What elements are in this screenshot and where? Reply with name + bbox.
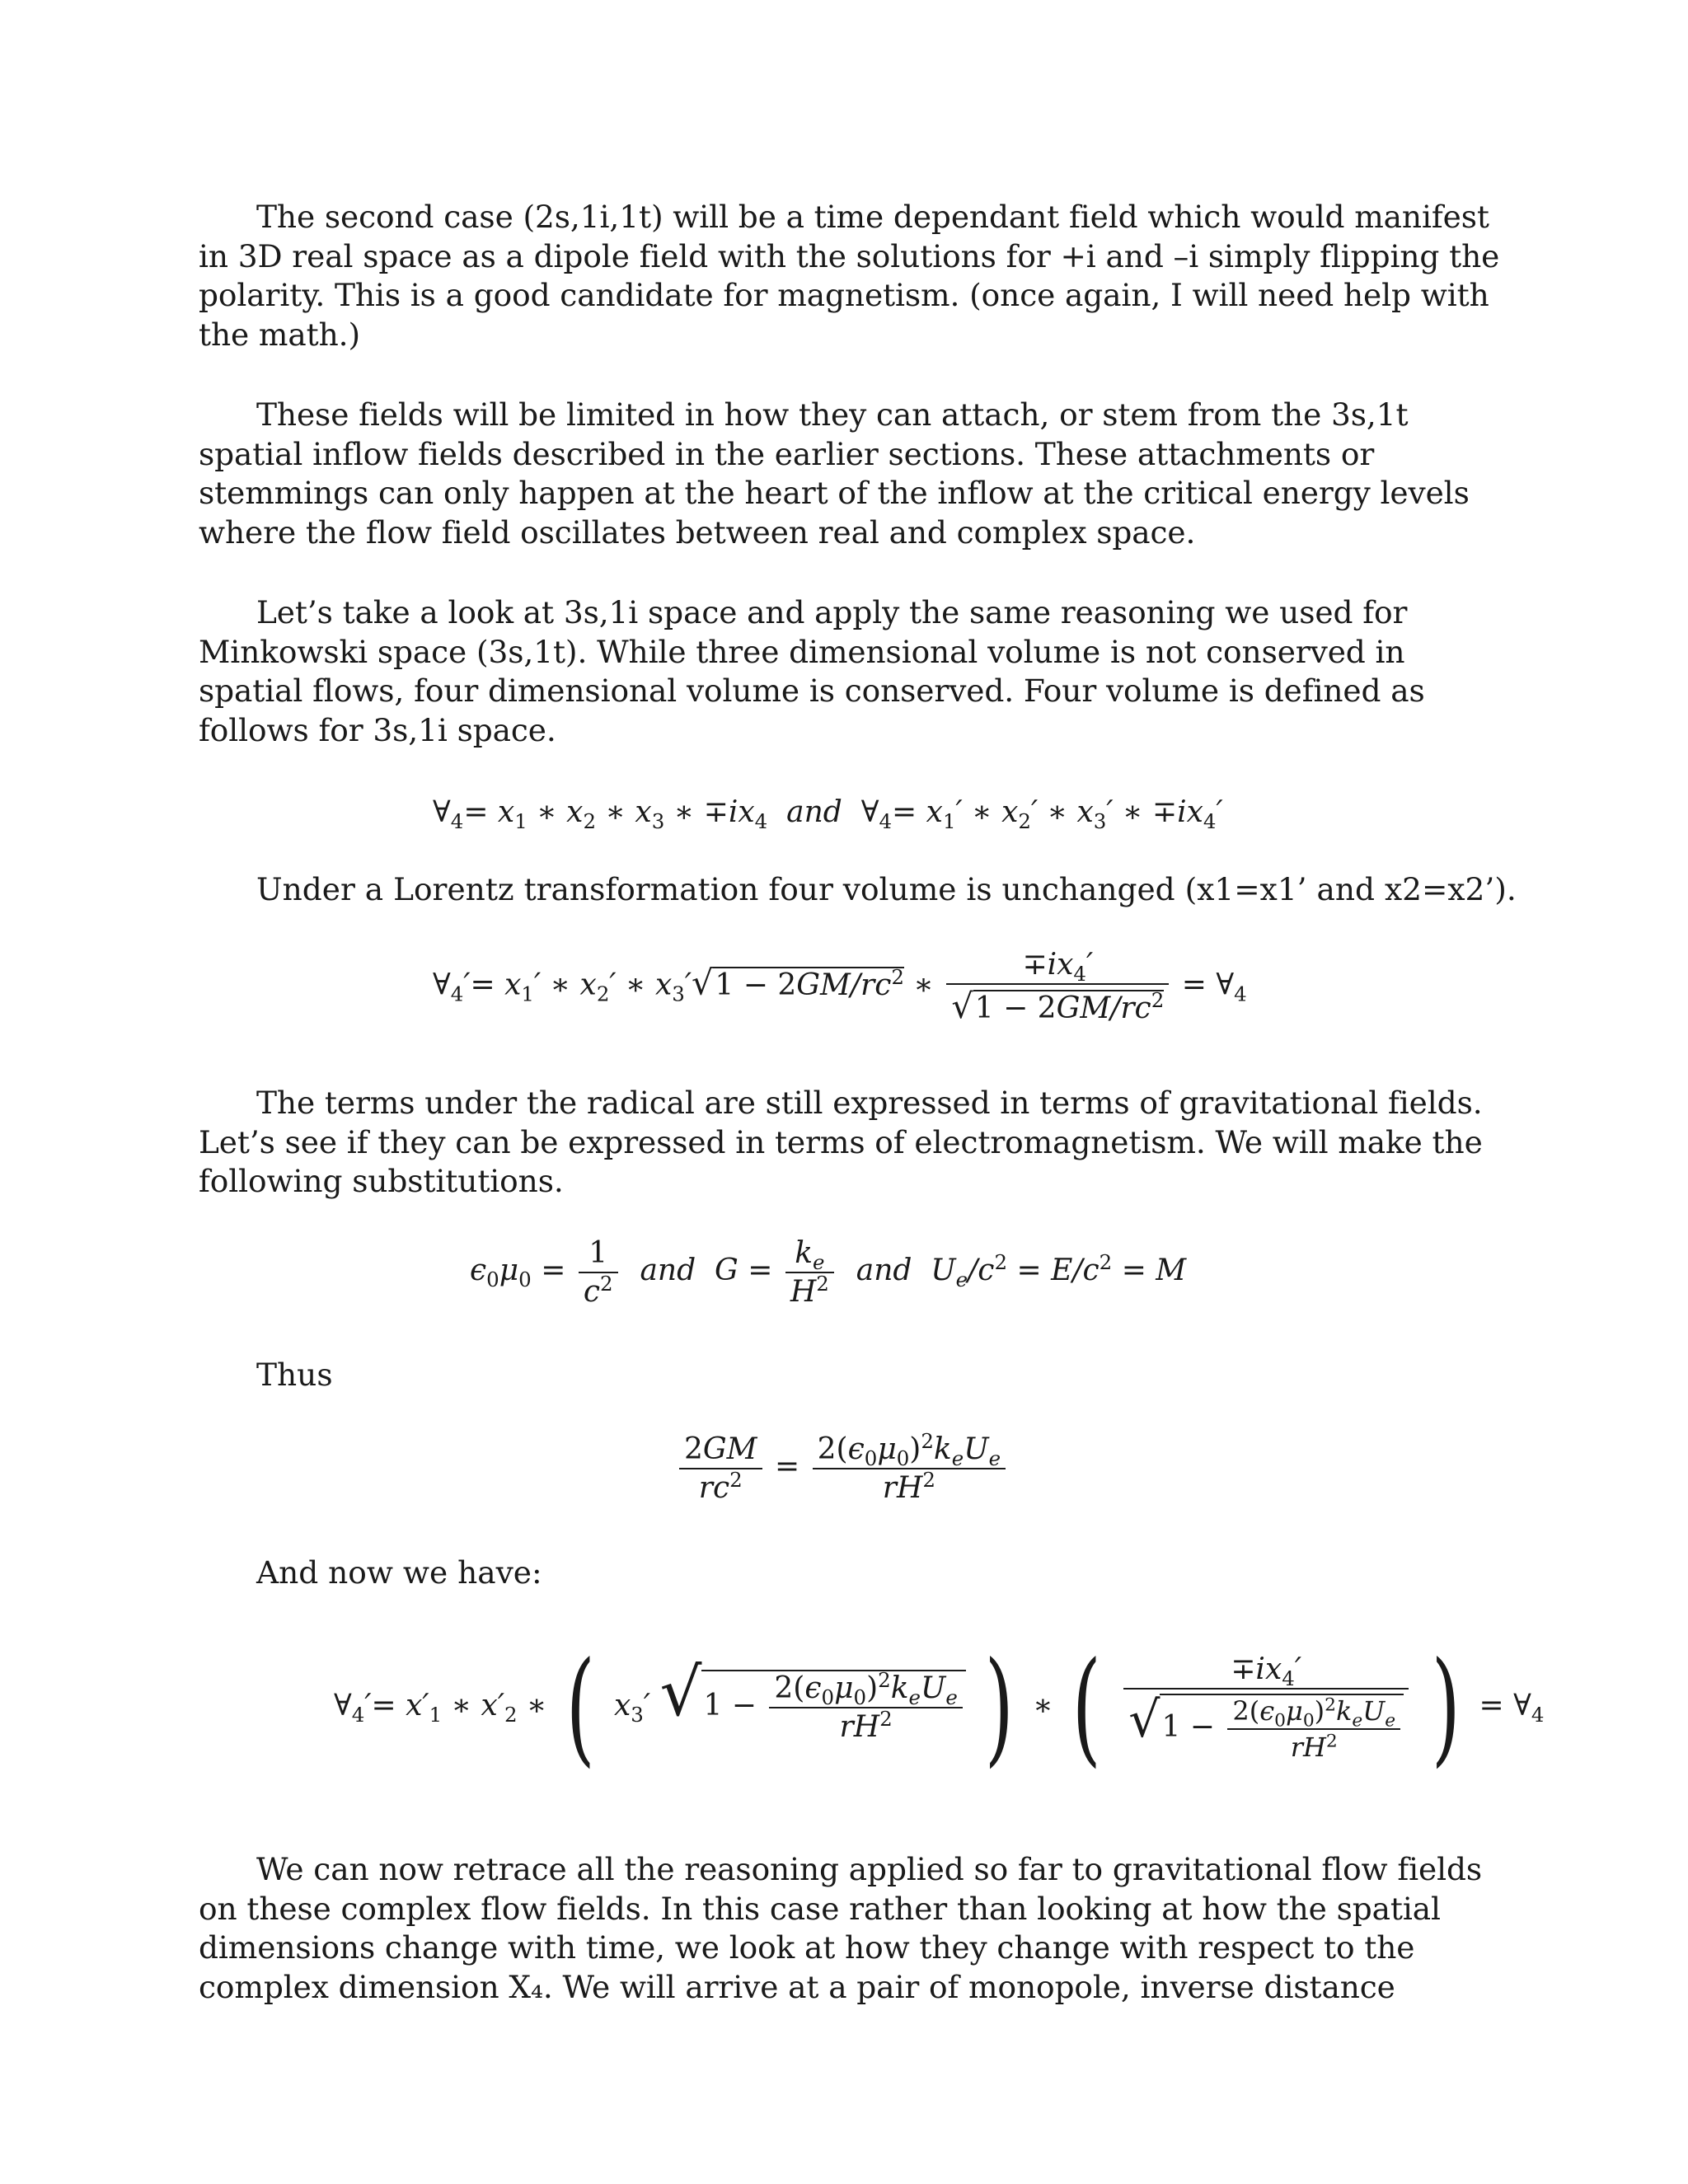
text-line: polarity. This is a good candidate for magnetism. (once again, I will need help with: [199, 277, 1489, 313]
equation-four-volume: $\forall_4= x_1$ ∗ $x_2$ ∗ $x_3$ ∗ $\mp ix_4$ and $\forall_4= x_1'$ ∗ $x_2'$ ∗ $x_3'$ ∗ $\mp ix_4'$: [433, 795, 1223, 834]
text-line: follows for 3s,1i space.: [199, 711, 556, 748]
text-line: These fields will be limited in how they can attach, or stem from the 3s,1t: [256, 396, 1409, 433]
paragraph-5: [199, 1084, 1493, 1202]
paragraph-3: [199, 593, 1493, 750]
text-line: Let’s see if they can be expressed in terms of electromagnetism. We will make the: [199, 1123, 1483, 1160]
paragraph-6: Thus: [256, 1357, 333, 1393]
paragraph-2: [199, 396, 1493, 552]
text-line: spatial inflow fields described in the earlier sections. These attachments or: [199, 435, 1375, 472]
text-line: The second case (2s,1i,1t) will be a time dependant field which would manifest: [256, 199, 1489, 235]
text-line: spatial flows, four dimensional volume is conserved. Four volume is defined as: [199, 673, 1425, 709]
paragraph-1: [199, 198, 1500, 354]
text-line: Minkowski space (3s,1t). While three dimensional volume is not conserved in: [199, 633, 1405, 670]
text-line: stemmings can only happen at the heart of the inflow at the critical energy levels: [199, 475, 1470, 511]
equation-lorentz-four-volume: $\forall_4'= x_1'$ ∗ $x_2'$ ∗ $x_3'√1 - 2GM/rc^2$ ∗ $\frac{\mp ix_4'}{√1 - 2GM/rc^2}$ = $\forall_4$: [433, 948, 1247, 1026]
text-line: dimensions change with time, we look at how they change with respect to the: [199, 1929, 1415, 1966]
equation-em-four-volume: $\forall_4'= x'_1$ ∗ $x'_2$ ∗ ( $x_3'$ √1 − $\frac{2(\epsilon_0\mu_0)^2k_eU_e}{rH^2}$ ) ∗ ( $\mp ix_4'$ √1 − $\frac{2(\epsilon_0\mu_0)^2k_eU_e}{rH^2}$ ) = $\forall_4$: [334, 1636, 1545, 1779]
text-line: The terms under the radical are still expressed in terms of gravitational fields.: [256, 1085, 1483, 1121]
eq1-text: [0, 0, 1, 1]
text-line: where the flow field oscillates between real and complex space.: [199, 513, 1196, 551]
paragraph-4: Under a Lorentz transformation four volume is unchanged (x1=x1’ and x2=x2’).: [256, 871, 1517, 907]
text-line: complex dimension X₄. We will arrive at a pair of monopole, inverse distance: [199, 1968, 1395, 2005]
text-line: We can now retrace all the reasoning applied so far to gravitational flow fields: [256, 1851, 1483, 1887]
equation-plaintext-store: [0, 0, 1, 1]
equation-gravity-em: $\frac{2GM}{rc^2}$ = $\frac{2(\epsilon_0\mu_0)^2k_eU_e}{rH^2}$: [676, 1432, 1009, 1505]
text-line: in 3D real space as a dipole field with the solutions for +i and –i simply flipping the: [199, 237, 1500, 274]
text-line: Let’s take a look at 3s,1i space and apply the same reasoning we used for: [256, 594, 1408, 630]
text-line: the math.): [199, 316, 361, 353]
paragraph-8: [199, 1850, 1493, 2007]
text-line: following substitutions.: [199, 1163, 564, 1199]
equation-substitutions: $\epsilon_0\mu_0$ = $\frac{1}{c^2}$ and G = $\frac{k_e}{H^2}$ and $U_e/c^2 = E/c^2 = M$: [470, 1236, 1187, 1309]
text-line: on these complex flow fields. In this case rather than looking at how the spatial: [199, 1890, 1441, 1927]
paragraph-7: And now we have:: [256, 1554, 542, 1591]
